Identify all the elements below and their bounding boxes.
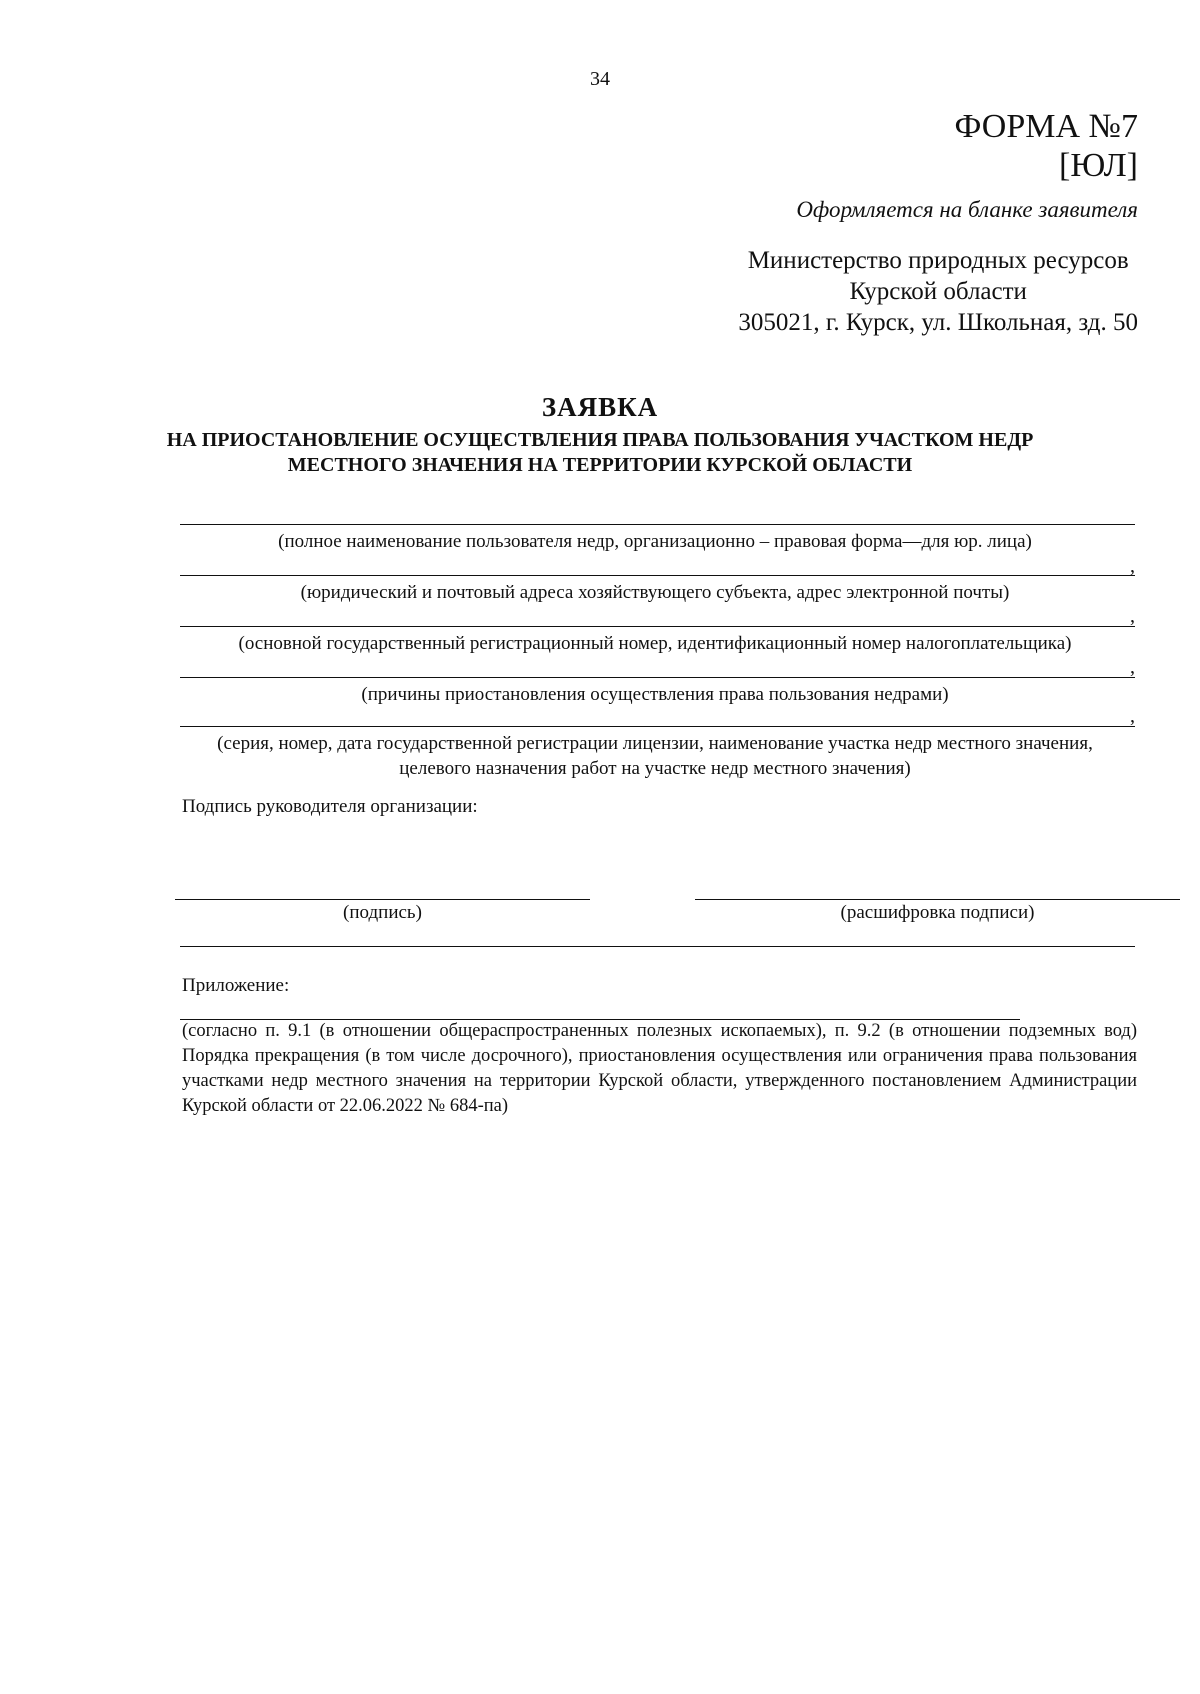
appendix-label: Приложение: (182, 975, 290, 996)
ogrn-field-comma: , (1130, 605, 1135, 627)
address-field-comma: , (1130, 555, 1135, 577)
form-note: Оформляется на бланке заявителя (796, 197, 1138, 222)
subtitle-line-2: МЕСТНОГО ЗНАЧЕНИЯ НА ТЕРРИТОРИИ КУРСКОЙ ОБЛАСТИ (287, 454, 913, 476)
license-field-caption (170, 731, 1140, 781)
reasons-field-line[interactable] (180, 677, 1135, 678)
addressee-line-3: 305021, г. Курск, ул. Школьная, зд. 50 (738, 309, 1138, 336)
signature-caption: (подпись) (343, 902, 422, 923)
license-caption-line-2: целевого назначения работ на участке недр местного значения) (399, 758, 911, 779)
signature-decode-caption: (расшифровка подписи) (840, 902, 1035, 923)
addressee-block (738, 245, 1138, 338)
addressee-line-2: Курской области (849, 278, 1027, 305)
reasons-field-comma: , (1130, 656, 1135, 678)
license-field-comma: , (1130, 705, 1135, 727)
name-field-line[interactable] (180, 524, 1135, 525)
license-caption-line-1: (серия, номер, дата государственной регистрации лицензии, наименование участка недр местного значения, (217, 733, 1093, 754)
license-field-line[interactable] (180, 726, 1135, 727)
form-code: [ЮЛ] (1059, 147, 1138, 184)
page-number: 34 (590, 68, 610, 90)
addressee-line-1: Министерство природных ресурсов (747, 247, 1129, 274)
signature-decode-line[interactable] (695, 899, 1180, 900)
name-field-caption: (полное наименование пользователя недр, организационно – правовая форма—для юр. лица) (278, 531, 1032, 552)
signature-line[interactable] (175, 899, 590, 900)
ogrn-field-caption: (основной государственный регистрационный номер, идентификационный номер налогоплательщика) (238, 633, 1072, 654)
appendix-note: (согласно п. 9.1 (в отношении общераспространенных полезных ископаемых), п. 9.2 (в отношении подземных вод) Порядка прекращения (в том числе досрочного), приостановления осуществления или ограничения права пользования участками недр местного значения на территории Курской области, утвержденного постановлением Администрации Курской области от 22.06.2022 № 684-па) (182, 1021, 1137, 1116)
reasons-field-caption: (причины приостановления осуществления права пользования недрами) (361, 684, 949, 705)
signature-bottom-line (180, 946, 1135, 947)
subtitle-line-1: НА ПРИОСТАНОВЛЕНИЕ ОСУЩЕСТВЛЕНИЯ ПРАВА ПОЛЬЗОВАНИЯ УЧАСТКОМ НЕДР (166, 429, 1034, 451)
form-number: ФОРМА №7 (954, 108, 1138, 145)
address-field-line[interactable] (180, 575, 1135, 576)
address-field-caption: (юридический и почтовый адреса хозяйствующего субъекта, адрес электронной почты) (300, 582, 1010, 603)
document-subtitle (130, 428, 1070, 478)
ogrn-field-line[interactable] (180, 626, 1135, 627)
document-title: ЗАЯВКА (541, 392, 659, 422)
signature-label: Подпись руководителя организации: (182, 796, 478, 817)
